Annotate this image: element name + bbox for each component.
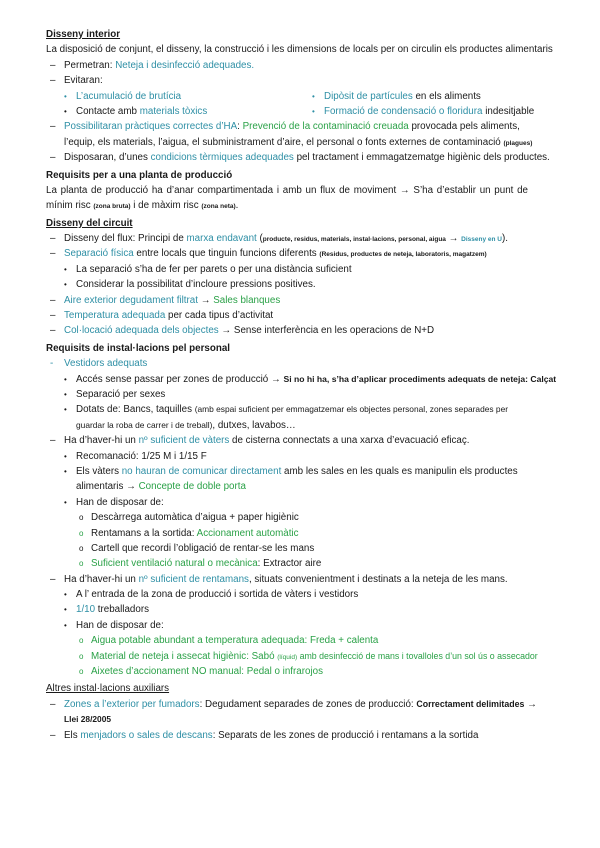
list-item: – Ha d’haver-hi un nº suficient de vàters de cisterna connectats a una xarxa d’evacuació eficaç. [50, 435, 470, 447]
list-item: – Temperatura adequada per cada tipus d’activitat [50, 310, 274, 322]
list-item: – Possibilitaran pràctiques correctes d’HA: Prevenció de la contaminació creuada provocada pels aliments, [50, 121, 520, 133]
list-item: • Considerar la possibilitat d’incloure pressions positives. [64, 279, 316, 291]
list-item: • L’acumulació de brutícia • Dipòsit de partícules en els aliments [64, 90, 481, 102]
list-item: • 1/10 treballadors [64, 604, 149, 616]
list-item: – Permetran: Neteja i desinfecció adequades. [50, 59, 255, 71]
paragraph-continuation: mínim risc (zona bruta) i de màxim risc (zona neta). [46, 200, 239, 212]
list-item: o Aixetes d’accionament NO manual: Pedal o infrarojos [79, 666, 323, 678]
list-item: • Dotats de: Bancs, taquilles (amb espai suficient per emmagatzemar els objectes personal, zones separades per [64, 404, 509, 416]
list-item: – Els menjadors o sales de descans: Separats de les zones de producció i rentamans a la sortida [50, 729, 479, 741]
list-item: – Disseny del flux: Principi de marxa endavant (producte, residus, materials, instal·lacions, personal, aigua → Disseny en U). [50, 233, 508, 245]
list-item-continuation: alimentaris → Concepte de doble porta [76, 481, 246, 493]
heading-disseny-circuit: Disseny del circuit [46, 217, 133, 229]
list-item: • Els vàters no hauran de comunicar directament amb les sales en les quals es manipulin els productes [64, 465, 518, 477]
list-item: • Separació per sexes [64, 388, 166, 400]
list-item: – Separació física entre locals que tinguin funcions diferents (Residus, productes de neteja, laboratoris, magatzem) [50, 248, 487, 260]
list-item-continuation: Llei 28/2005 [64, 714, 112, 725]
heading-disseny-interior: Disseny interior [46, 29, 121, 40]
list-item-continuation: l’equip, els materials, l’aigua, el subministrament d’aire, el personal o fonts externes de contaminació (plagues) [64, 136, 533, 148]
list-item: • Accés sense passar per zones de producció → Si no hi ha, s’ha d’aplicar procediments adequats de neteja: Calçat [64, 373, 557, 385]
list-item: • Contacte amb materials tòxics • Formació de condensació o floridura indesitjable [64, 105, 535, 117]
list-item: • La separació s’ha de fer per parets o per una distància suficient [64, 263, 352, 275]
list-item: – Ha d’haver-hi un nº suficient de rentamans, situats convenientment i destinats a la neteja de les mans. [50, 573, 508, 585]
list-item: – Zones a l’exterior per fumadors: Degudament separades de zones de producció: Correctament delimitades → [50, 698, 537, 710]
paragraph: La planta de producció ha d’anar compartimentada i amb un flux de moviment → S’ha d’establir un punt de [46, 184, 528, 196]
list-item-continuation: guardar la roba de carrer i de treball), dutxes, lavabos… [76, 419, 296, 431]
list-item: • Recomanació: 1/25 M i 1/15 F [64, 450, 207, 462]
list-item: • Han de disposar de: [64, 619, 164, 631]
list-item: o Suficient ventilació natural o mecànica: Extractor aire [79, 558, 322, 570]
list-item: - Vestidors adequats [50, 358, 148, 370]
intro-paragraph: La disposició de conjunt, el disseny, la construcció i les dimensions de locals per on circulin els productes alimentaris [46, 44, 553, 56]
list-item: – Evitaran: [50, 75, 103, 87]
list-item: o Descàrrega automàtica d’aigua + paper higiènic [79, 512, 299, 524]
list-item: o Rentamans a la sortida: Accionament automàtic [79, 527, 299, 539]
list-item: – Aire exterior degudament filtrat → Sales blanques [50, 294, 281, 306]
list-item: o Cartell que recordi l’obligació de rentar-se les mans [79, 542, 315, 554]
list-item: • A l’ entrada de la zona de producció i sortida de vàters i vestidors [64, 589, 359, 601]
list-item: – Disposaran, d’unes condicions tèrmiques adequades pel tractament i emmagatzematge higiènic dels productes. [50, 152, 550, 164]
list-item: o Material de neteja i assecat higiènic: Sabó (líquid) amb desinfecció de mans i tovalloles d’un sol ús o assecador [79, 650, 538, 662]
heading-altres-installacions: Altres instal·lacions auxiliars [46, 683, 170, 695]
list-item: o Aigua potable abundant a temperatura adequada: Freda + calenta [79, 635, 379, 647]
heading-planta-produccio: Requisits per a una planta de producció [46, 169, 233, 181]
heading-installacions-personal: Requisits de instal·lacions pel personal [46, 342, 231, 354]
list-item: • Han de disposar de: [64, 496, 164, 508]
list-item: – Col·locació adequada dels objectes → Sense interferència en les operacions de N+D [50, 325, 435, 337]
document-page [46, 27, 566, 743]
